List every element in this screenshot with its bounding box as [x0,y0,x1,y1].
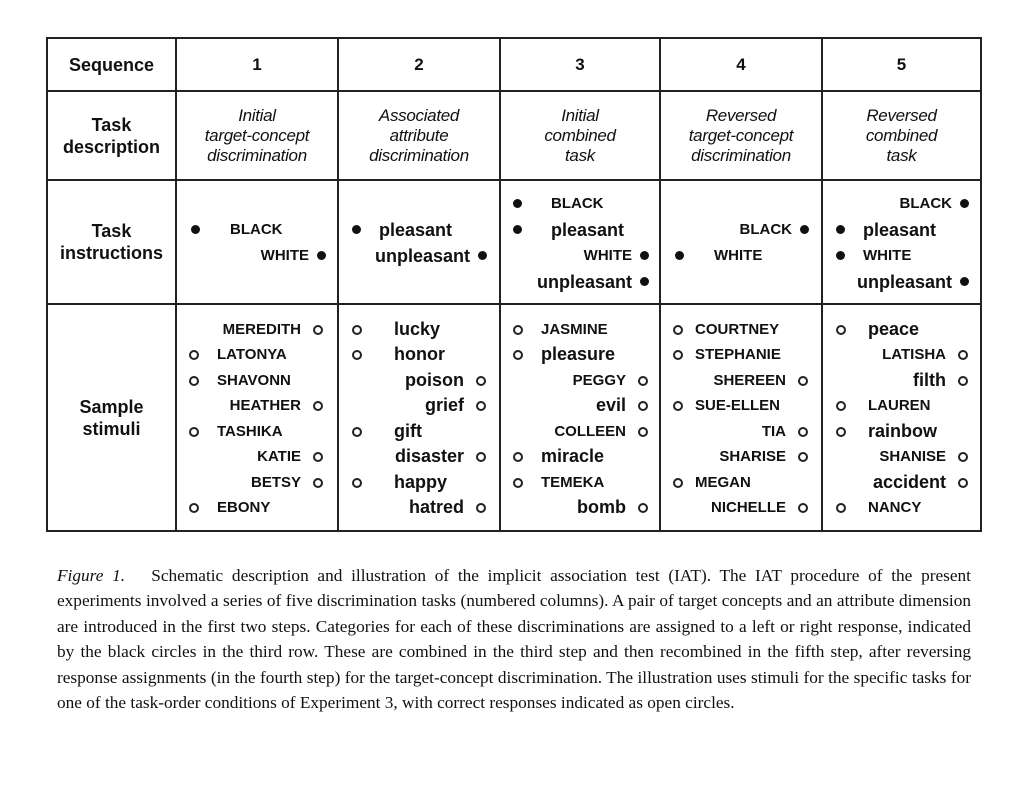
stimulus-item [823,393,980,418]
filled-circle-icon [836,225,845,234]
sample-stimuli-header: Sample stimuli [47,304,176,531]
sequence-number-5: 5 [822,38,981,91]
sample-stimuli-2 [338,304,500,531]
stimulus-item [661,317,821,342]
instruction-item [661,217,821,243]
filled-circle-icon [836,251,845,260]
instruction-item [501,191,659,217]
sample-stimuli-1 [176,304,338,531]
stimulus-item [177,444,337,469]
stimulus-label: LATONYA [217,346,287,363]
sample-stimuli-row [47,304,981,531]
open-circle-icon [189,350,199,360]
stimulus-label: TEMEKA [541,473,605,491]
instruction-item [823,217,980,243]
stimulus-item [661,342,821,367]
instruction-label: unpleasant [856,272,952,292]
stimulus-label: peace [868,318,920,339]
filled-circle-icon [675,251,684,260]
stimulus-item [339,393,499,418]
stimulus-item [501,470,659,495]
instruction-item [501,217,659,243]
sample-stimuli-5 [822,304,981,531]
stimulus-label: LAUREN [868,397,931,414]
stimulus-item [177,470,337,495]
stimulus-item [661,470,821,495]
instruction-label: pleasant [863,220,937,240]
open-circle-icon [673,478,683,488]
filled-circle-icon [513,225,522,234]
stimulus-item [177,495,337,520]
stimulus-label: TIA [761,422,786,440]
stimulus-label: miracle [541,446,605,466]
stimulus-label: filth [913,369,946,390]
stimulus-item [501,419,659,444]
open-circle-icon [836,427,846,437]
open-circle-icon [513,350,523,360]
filled-circle-icon [960,199,969,208]
stimulus-label: HEATHER [229,397,301,414]
sequence-header: Sequence [47,38,176,91]
stimulus-item [823,342,980,367]
stimulus-item [823,470,980,495]
stimulus-item [177,342,337,367]
stimulus-label: SHAVONN [217,371,291,389]
open-circle-icon [476,376,486,386]
stimulus-item [661,495,821,520]
open-circle-icon [189,427,199,437]
stimulus-item [661,444,821,469]
stimulus-label: BETSY [250,473,301,491]
stimulus-item [823,317,980,342]
open-circle-icon [958,376,968,386]
task-instructions-4 [660,180,822,304]
sequence-number-1: 1 [176,38,338,91]
instruction-label: WHITE [863,247,912,264]
stimulus-label: honor [394,344,445,364]
instruction-label: BLACK [739,221,792,238]
instruction-label: pleasant [379,220,453,240]
open-circle-icon [958,452,968,462]
stimulus-item [177,393,337,418]
figure-caption-text: Schematic description and illustration of the implicit association test (IAT). The IAT procedure of the present experiments involved a series of five discrimination tasks (numbered columns). A pair of target concepts and an attribute dimension are introduced in the first two steps. Categories for each of these discriminations are assigned to a left or right response, indicated by the black circles in the third row. These are combined in the third step and then recombined in the fifth step, after reversing response assignments (in the fourth step) for the target-concept discrimination. The illustration uses stimuli for the specific tasks for one of the task-order conditions of Experiment 3, with correct responses indicated as open circles. [57,566,971,713]
stimulus-item [661,419,821,444]
task-description-header: Task description [47,91,176,180]
stimulus-label: SUE-ELLEN [695,397,781,414]
filled-circle-icon [478,251,487,260]
task-instructions-header: Task instructions [47,180,176,304]
stimulus-label: pleasure [541,344,616,364]
instruction-item [177,243,337,269]
instruction-item [823,243,980,269]
instruction-item [339,217,499,243]
stimulus-label: MEGAN [695,473,751,491]
task-description-row [47,91,981,180]
sample-stimuli-3 [500,304,660,531]
stimulus-item [501,317,659,342]
open-circle-icon [513,478,523,488]
open-circle-icon [836,503,846,513]
stimulus-item [501,444,659,469]
stimulus-label: SHANISE [879,448,946,465]
open-circle-icon [476,503,486,513]
task-description-1: Initial target-concept discrimination [176,91,338,180]
open-circle-icon [313,452,323,462]
open-circle-icon [352,427,362,437]
task-description-5: Reversed combined task [822,91,981,180]
stimulus-item [661,393,821,418]
instruction-label: unpleasant [374,246,470,266]
filled-circle-icon [960,277,969,286]
figure-label: Figure 1. [57,566,126,585]
filled-circle-icon [317,251,326,260]
filled-circle-icon [800,225,809,234]
instruction-label: BLACK [230,221,283,238]
stimulus-item [823,368,980,393]
stimulus-item [823,495,980,520]
stimulus-item [823,444,980,469]
open-circle-icon [958,350,968,360]
open-circle-icon [313,478,323,488]
open-circle-icon [836,401,846,411]
instruction-label: BLACK [551,195,604,212]
open-circle-icon [476,401,486,411]
instruction-label: BLACK [899,195,952,212]
open-circle-icon [798,503,808,513]
stimulus-item [501,342,659,367]
stimulus-label: hatred [408,497,464,517]
stimulus-label: MEREDITH [222,320,301,338]
stimulus-item [177,368,337,393]
stimulus-label: grief [424,395,464,415]
stimulus-label: NICHELLE [711,499,786,516]
instruction-item [823,191,980,217]
task-instructions-3 [500,180,660,304]
instruction-label: pleasant [551,220,625,240]
sequence-number-2: 2 [338,38,500,91]
stimulus-item [339,368,499,393]
filled-circle-icon [513,199,522,208]
stimulus-label: accident [872,471,946,492]
task-description-2: Associated attribute discrimination [338,91,500,180]
stimulus-label: SHARISE [719,448,786,465]
stimulus-label: lucky [394,318,441,339]
sample-stimuli-4 [660,304,822,531]
instruction-label: unpleasant [536,272,632,292]
task-instructions-2 [338,180,500,304]
open-circle-icon [958,478,968,488]
stimulus-label: happy [394,471,448,492]
open-circle-icon [313,401,323,411]
open-circle-icon [638,376,648,386]
open-circle-icon [673,325,683,335]
stimulus-label: SHEREEN [713,371,786,389]
stimulus-label: COLLEEN [554,422,626,440]
stimulus-label: LATISHA [882,346,946,363]
open-circle-icon [638,401,648,411]
stimulus-label: JASMINE [541,320,608,338]
open-circle-icon [313,325,323,335]
task-description-4: Reversed target-concept discrimination [660,91,822,180]
stimulus-label: KATIE [257,448,301,465]
open-circle-icon [673,350,683,360]
filled-circle-icon [640,251,649,260]
open-circle-icon [798,376,808,386]
sequence-row [47,38,981,91]
stimulus-label: TASHIKA [217,422,283,440]
sequence-number-3: 3 [500,38,660,91]
filled-circle-icon [640,277,649,286]
stimulus-label: STEPHANIE [695,346,781,363]
task-instructions-1 [176,180,338,304]
stimulus-item [177,317,337,342]
open-circle-icon [513,452,523,462]
stimulus-item [501,495,659,520]
filled-circle-icon [191,225,200,234]
instruction-item [501,269,659,295]
stimulus-label: EBONY [217,499,271,516]
stimulus-item [339,317,499,342]
open-circle-icon [352,478,362,488]
instruction-item [501,243,659,269]
open-circle-icon [798,452,808,462]
stimulus-item [823,419,980,444]
instruction-item [661,243,821,269]
instruction-label: WHITE [260,247,309,264]
instruction-item [339,243,499,269]
stimulus-label: poison [405,369,464,390]
instruction-label: WHITE [583,247,632,264]
open-circle-icon [189,376,199,386]
sequence-number-4: 4 [660,38,822,91]
stimulus-label: evil [595,395,626,415]
instruction-item [823,269,980,295]
stimulus-item [339,470,499,495]
open-circle-icon [513,325,523,335]
open-circle-icon [798,427,808,437]
stimulus-item [501,368,659,393]
open-circle-icon [638,427,648,437]
stimulus-item [661,368,821,393]
instruction-item [177,217,337,243]
stimulus-item [339,495,499,520]
open-circle-icon [352,325,362,335]
stimulus-label: gift [394,420,422,441]
open-circle-icon [352,350,362,360]
task-instructions-row [47,180,981,304]
filled-circle-icon [352,225,361,234]
stimulus-label: bomb [577,497,626,517]
stimulus-label: disaster [394,446,464,466]
iat-table [46,37,982,532]
open-circle-icon [189,503,199,513]
open-circle-icon [673,401,683,411]
stimulus-label: NANCY [868,499,922,516]
task-instructions-5 [822,180,981,304]
open-circle-icon [638,503,648,513]
open-circle-icon [476,452,486,462]
stimulus-label: COURTNEY [695,320,780,338]
instruction-label: WHITE [714,247,763,264]
stimulus-item [339,444,499,469]
open-circle-icon [836,325,846,335]
figure-caption [57,563,971,715]
stimulus-item [339,342,499,367]
task-description-3: Initial combined task [500,91,660,180]
stimulus-label: rainbow [868,420,938,441]
stimulus-item [177,419,337,444]
stimulus-label: PEGGY [572,371,626,389]
stimulus-item [339,419,499,444]
stimulus-item [501,393,659,418]
